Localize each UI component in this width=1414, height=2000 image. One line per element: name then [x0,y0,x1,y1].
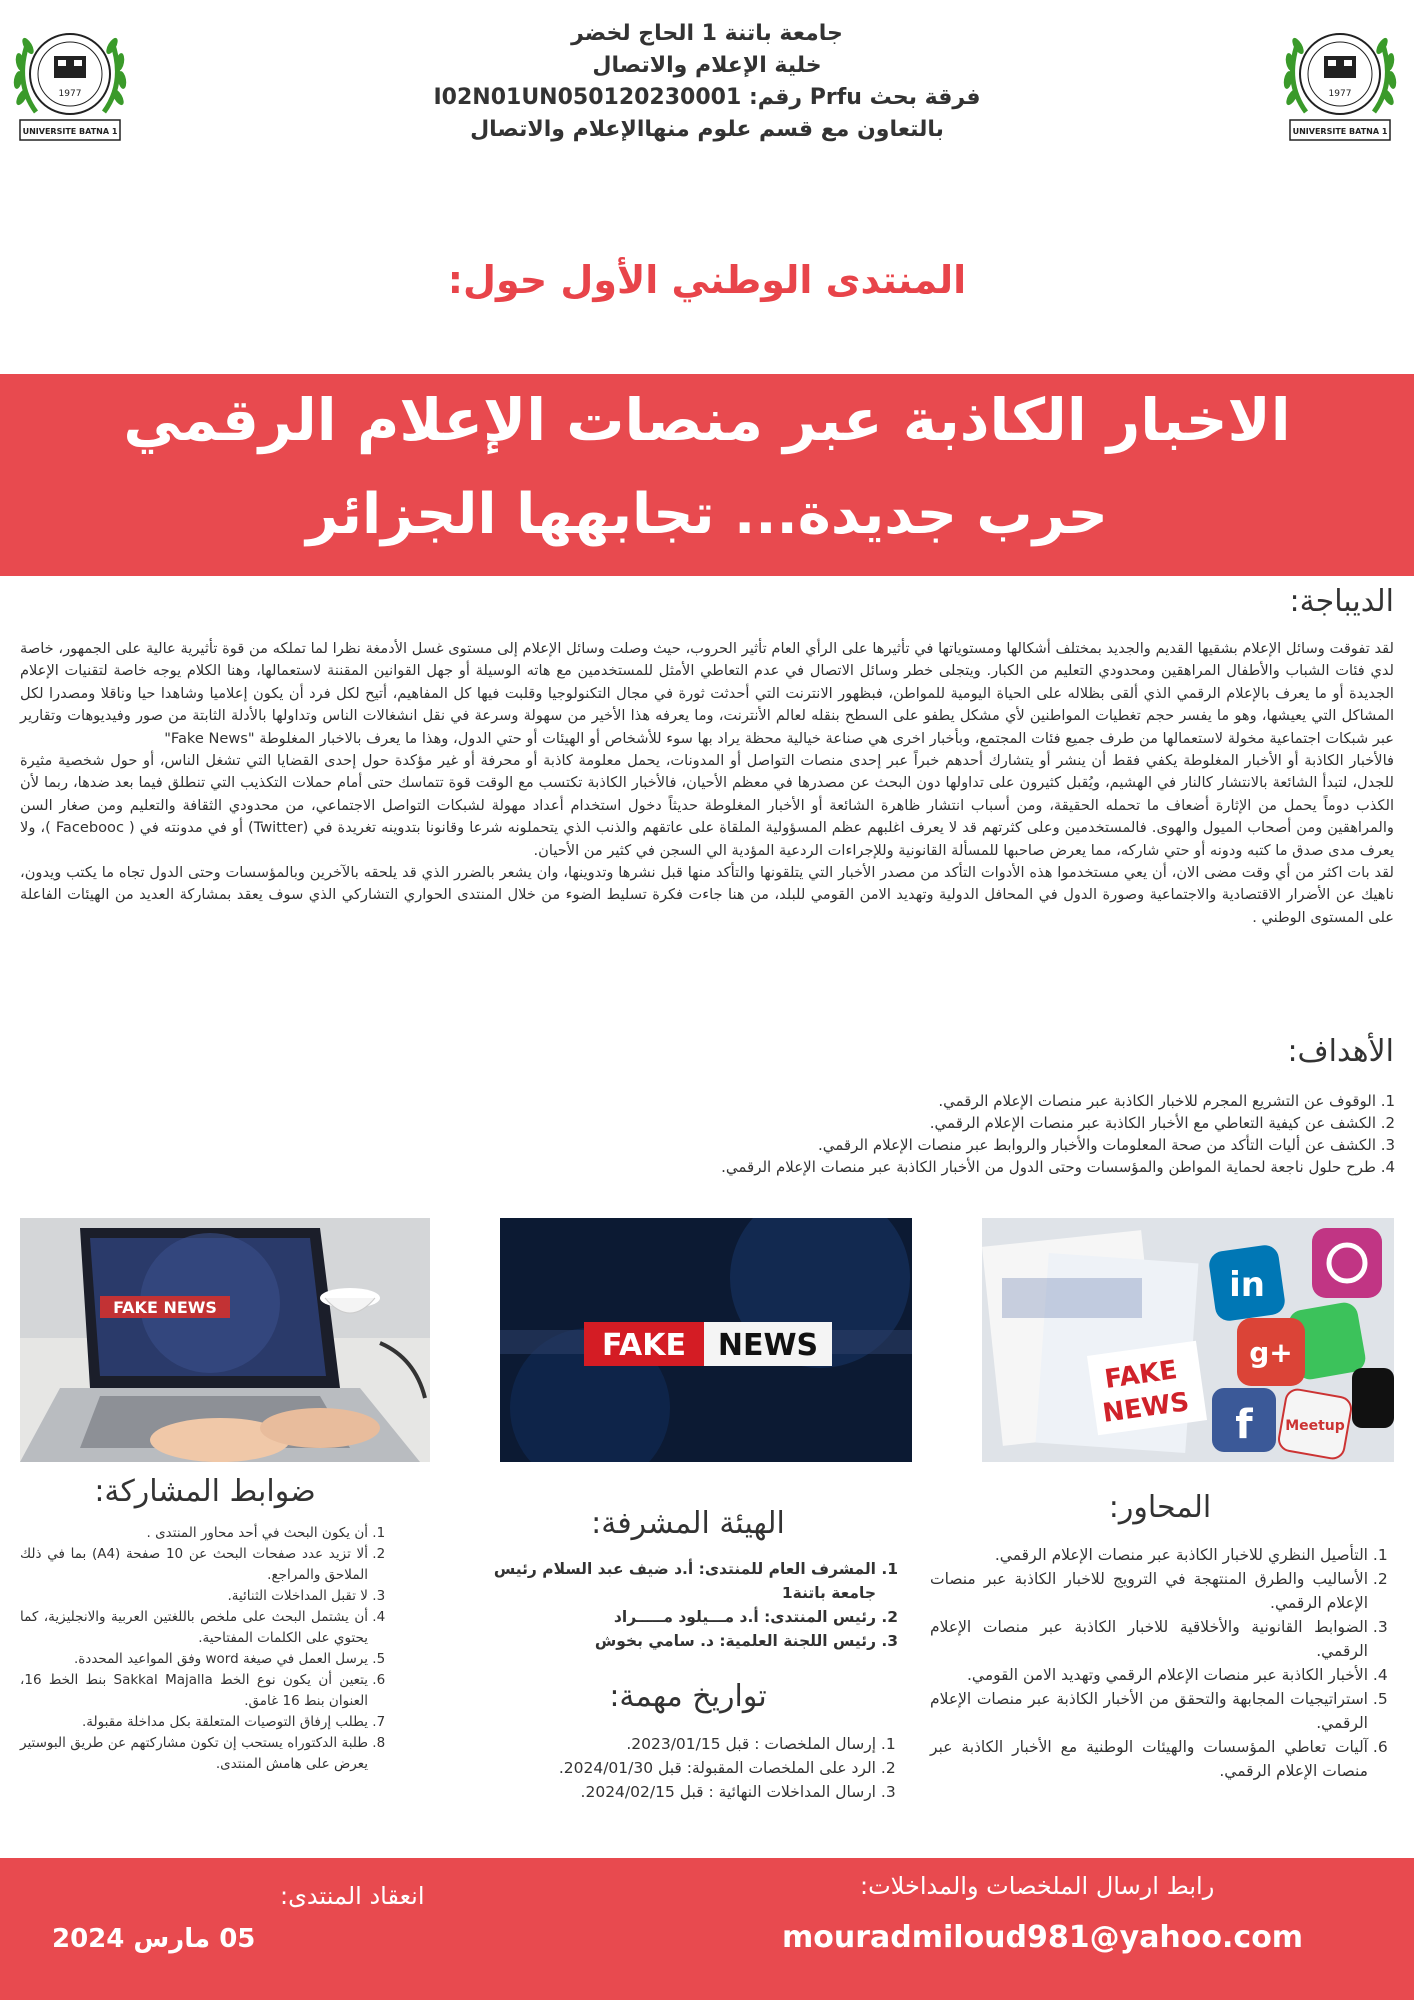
dates-list [478,1732,898,1804]
svg-text:NEWS: NEWS [717,1328,819,1363]
committee-item: 2. رئيس المنتدى: أ.د مـــيلود مـــــراد [478,1605,876,1629]
research-team: فرقة بحث Prfu رقم: I02N01UN050120230001 [433,85,981,110]
rule-item: 1. أن يكون البحث في أحد محاور المنتدى . [20,1523,368,1544]
svg-text:1977: 1977 [1328,89,1352,99]
svg-text:UNIVERSITE BATNA 1: UNIVERSITE BATNA 1 [1292,127,1388,136]
header-block [300,18,1114,146]
forum-subtitle: المنتدى الوطني الأول حول: [447,258,967,302]
banner-title-line1: الاخبار الكاذبة عبر منصات الإعلام الرقمي [123,386,1291,454]
goal-item: 4. طرح حلول ناجعة لحماية المواطن والمؤسسات وحتى الدول من الأخبار الكاذبة عبر منصات الإعلام الرقمي. [476,1156,1376,1178]
cell-name: خلية الإعلام والاتصال [592,53,822,78]
preamble-title: الديباجة: [1289,584,1394,619]
preamble-paragraph: فالأخبار الكاذبة أو الأخبار المغلوطة يكفي فقط أن ينشر أو يتشارك أحدهم خبراً عبر إحدى منصات التواصل أو المدونات، يحمل معلومة كاذبة أو محرفة أو غير مؤكدة حول إحدى القضايا التي تشغل الناس، أو حول شخصية مثيرة للجدل، لتبدأ الشائعة بالانتشار كالنار في الهشيم، ويُقبل كثيرون على تداولها دون البحث عن مصدرها في معظم الأحيان، فالأخبار الكاذبة تكتسب مع الوقت قوة تتماسك حتى أمام حملات التكذيب التي تنطلق فيما بعد ضدها، ربما لأن الكذب دوماً يحمل من الإثارة أضعاف ما تحمله الحقيقة، ومن أسباب انتشار ظاهرة الشائعة أو الأخبار المغلوطة حديثاً دخول استخدام أعداد مهولة لشبكات التواصل الاجتماعي، من محدودي الثقافة والتعليم ومن صغار السن والمراهقين ومن أصحاب الميول والهوى. فالمستخدمين وعلى كثرتهم قد لا يعرف اغلبهم عظم المسؤولية الملقاة على عاتقهم والذنب الذي يتحملونه شرعا وقانونا بتدوينه تغريدة في (Twitter) أو في مدونته في ( Facebooc )، ولا يعرف مدى صدق ما كتبه ودونه أو حتي شاركه، مما يعرض صاحبها للمسألة القانونية وللإجراءات الردعية المؤدية الي السجن في كثير من الأحيان. [20,752,1394,859]
goals-title: الأهداف: [1287,1034,1394,1069]
social-media-collage-photo [982,1218,1394,1462]
footer-bar [0,1858,1414,2000]
date-item: 3. ارسال المداخلات النهائية : قبل 2024/02/15. [478,1780,876,1804]
preamble-paragraph: لقد بات اكثر من أي وقت مضى الان، أن يعي مستخدموا هذه الأدوات التأكد من مصدر الأخبار التي يتلقونها والتأكد منها قبل نشرها وتدوينها، وان يشعر بالضرر الذي قد يلحقه بالآخرين وبالمؤسسات وحتى الدول تجاه ما يكتب ويدون، ناهيك عن الأضرار الاقتصادية والاجتماعية وصورة الدول في المحافل الدولية وتهديد الامن القومي للبلد، من هنا جاءت فكرة تسليط الضوء من خلال المنتدى الحواري التشاركي الذي سوف يعقد بمشاركة العديد من الهيئات الفاعلة على المستوى الوطني . [20,864,1394,926]
rule-item: 5. يرسل العمل في صيغة word وفق المواعيد المحددة. [20,1649,368,1670]
svg-text:1977: 1977 [58,89,82,99]
axes-column [930,1490,1390,1783]
forum-date: 05 مارس 2024 [52,1924,256,1954]
committee-item: 1. المشرف العام للمنتدى: أ.د ضيف عبد السلام رئيس جامعة باتنة1 [478,1557,876,1605]
axis-item: 2. الأساليب والطرق المنتهجة في الترويج للاخبار الكاذبة عبر منصات الإعلام الرقمي. [930,1567,1368,1615]
axes-title: المحاور: [1108,1490,1212,1525]
svg-text:UNIVERSITE BATNA 1: UNIVERSITE BATNA 1 [22,127,118,136]
axis-item: 6. آليات تعاطي المؤسسات والهيئات الوطنية مع الأخبار الكاذبة عبر منصات الإعلام الرقمي. [930,1735,1368,1783]
svg-text:in: in [1229,1265,1265,1305]
goal-item: 2. الكشف عن كيفية التعاطي مع الأخبار الكاذبة عبر منصات الإعلام الرقمي. [476,1112,1376,1134]
laptop-fake-news-photo [20,1218,430,1462]
svg-text:Meetup: Meetup [1285,1418,1345,1434]
goal-item: 1. الوقوف عن التشريع المجرم للاخبار الكاذبة عبر منصات الإعلام الرقمي. [476,1090,1376,1112]
axis-item: 1. التأصيل النظري للاخبار الكاذبة عبر منصات الإعلام الرقمي. [930,1543,1368,1567]
rule-item: 2. ألا تزيد عدد صفحات البحث عن 10 صفحة (A4) بما في ذلك الملاحق والمراجع. [20,1544,368,1586]
svg-text:NEWS: NEWS [1100,1387,1192,1429]
goals-list [476,1090,1394,1178]
rules-column [20,1474,390,1775]
axis-item: 4. الأخبار الكاذبة عبر منصات الإعلام الرقمي وتهديد الامن القومي. [930,1663,1368,1687]
email-label: رابط ارسال الملخصات والمداخلات: [860,1872,1215,1900]
rules-list [20,1523,390,1775]
fake-news-banner-photo [500,1218,912,1462]
dates-title: تواريخ مهمة: [609,1679,767,1714]
axis-item: 3. الضوابط القانونية والأخلاقية للاخبار الكاذبة عبر منصات الإعلام الرقمي. [930,1615,1368,1663]
contact-email-link[interactable]: mouradmiloud981@yahoo.com [782,1920,1304,1955]
preamble-text [20,638,1394,929]
university-logo-left [6,12,134,152]
goal-item: 3. الكشف عن أليات التأكد من صحة المعلومات والأخبار والروابط عبر منصات الإعلام الرقمي. [476,1134,1376,1156]
banner-title-line2: حرب جديدة... تجابهها الجزائر [306,482,1108,547]
rule-item: 6. يتعين أن يكون نوع الخط Sakkal Majalla بنط الخط 16، العنوان بنط 16 غامق. [20,1670,368,1712]
rules-title: ضوابط المشاركة: [94,1474,316,1509]
rule-item: 3. لا تقبل المداخلات الثنائية. [20,1586,368,1607]
axes-list [930,1543,1390,1783]
date-item: 2. الرد على الملخصات المقبولة: قبل 2024/01/30. [478,1756,876,1780]
date-item: 1. إرسال الملخصات : قبل 2023/01/15. [478,1732,876,1756]
committee-title: الهيئة المشرفة: [591,1506,785,1541]
svg-text:FAKE: FAKE [601,1328,687,1363]
svg-text:f: f [1235,1402,1253,1448]
rule-item: 8. طلبة الدكتوراه يستحب إن تكون مشاركتهم عن طريق البوستير يعرض على هامش المنتدى. [20,1733,368,1775]
collaboration-line: بالتعاون مع قسم علوم منهاالإعلام والاتصال [470,117,944,142]
rule-item: 7. يطلب إرفاق التوصيات المتعلقة بكل مداخلة مقبولة. [20,1712,368,1733]
university-name: جامعة باتنة 1 الحاج لخضر [571,21,843,46]
title-banner [0,374,1414,576]
preamble-paragraph: لقد تفوقت وسائل الإعلام بشقيها القديم والجديد بمختلف أشكالها ومستوياتها في تأثيرها على الرأي العام تأثير الحروب، حيث وصلت وسائل الإعلام إلى مستوى غسل الأدمغة نظرا لما تملكه من قوة تأثيرية عالية على الجمهور، خاصة لدي فئات الشباب والأطفال المراهقين ومحدودي التعليم من الكبار. ويتجلى خطر وسائل الاتصال في عدم التعاطي الأمثل للمستخدمين مع هاته الوسيلة أو جهل القوانين المقننة لاستعمالها، وهنا الكلام يوجه خاصة لتقنيات الإعلام الجديدة أو ما يعرف بالإعلام الرقمي الذي ألقى بظلاله على الحياة اليومية للمواطن، فبظهور الانترنت التي أحدثت ثورة في مجال التكنولوجيا وقلبت فيها كل المفاهيم، أتيح لكل فرد أن يكون إعلاميا وشاهدا حيا وناقلا ومصدرا لكل المشاكل التي يعيشها، وهو ما يفسر حجم تغطيات المواطنين لأي مشكل يطفو على السطح بنقله لعالم الأنترنت، وما يعرفه هذا الأخير من سهولة وسرعة في نقل انشغالات الناس وتداولها بالأدلة الثابتة من صور وفيديوهات وتقارير عبر شبكات اجتماعية مخولة لاستعمالها من طرف جميع فئات المجتمع، وبأخبار اخرى هي صناعة خيالية محظة يراد بها سوء للأشخاص أو الهيئات أو حتي الدول، وهذا ما يعرف بالاخبار المغلوطة "Fake News" [20,640,1394,747]
svg-text:g+: g+ [1249,1336,1293,1369]
committee-column [478,1506,898,1804]
axis-item: 5. استراتيجيات المجابهة والتحقق من الأخبار الكاذبة عبر منصات الإعلام الرقمي. [930,1687,1368,1735]
committee-item: 3. رئيس اللجنة العلمية: د. سامي بخوش [478,1629,876,1653]
date-label: انعقاد المنتدى: [280,1882,425,1910]
svg-text:FAKE: FAKE [1102,1355,1180,1395]
svg-text:FAKE NEWS: FAKE NEWS [113,1298,217,1317]
university-logo-right [1276,12,1404,152]
rule-item: 4. أن يشتمل البحث على ملخص باللغتين العربية والانجليزية، كما يحتوي على الكلمات المفتاحية. [20,1607,368,1649]
committee-list [478,1557,898,1653]
